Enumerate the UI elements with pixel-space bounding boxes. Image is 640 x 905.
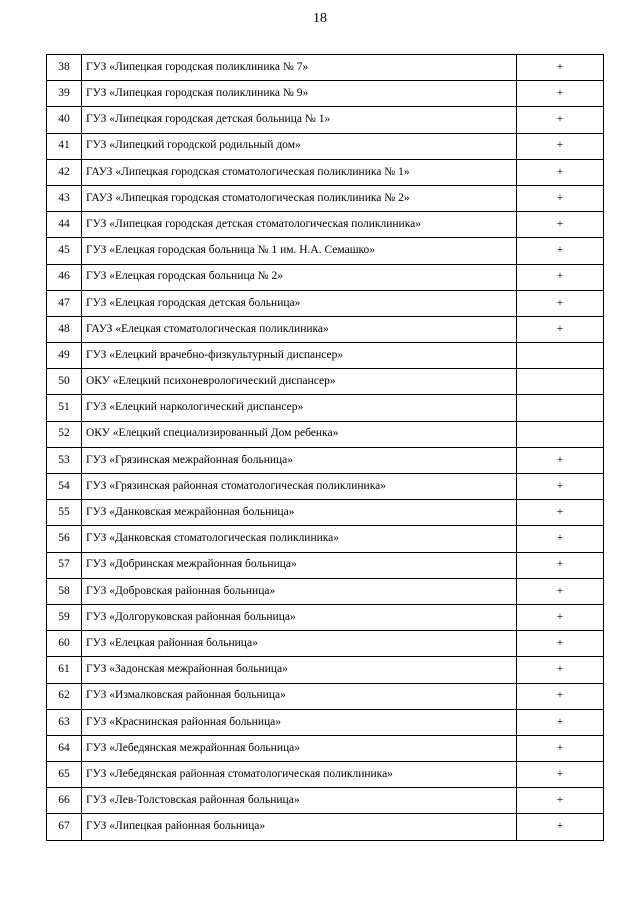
institution-name-cell: ГАУЗ «Липецкая городская стоматологическая поликлиника № 2» bbox=[82, 185, 517, 211]
table-row bbox=[47, 657, 604, 683]
institution-name-cell: ГУЗ «Лебедянская межрайонная больница» bbox=[82, 735, 517, 761]
table-row bbox=[47, 133, 604, 159]
mark-cell: + bbox=[517, 657, 604, 683]
row-number-cell: 65 bbox=[47, 762, 82, 788]
row-number-cell: 59 bbox=[47, 604, 82, 630]
row-number-cell: 44 bbox=[47, 212, 82, 238]
table-row bbox=[47, 212, 604, 238]
row-number-cell: 52 bbox=[47, 421, 82, 447]
institution-name-cell: ГУЗ «Липецкая районная больница» bbox=[82, 814, 517, 840]
institution-name-cell: ГАУЗ «Елецкая стоматологическая поликлиника» bbox=[82, 316, 517, 342]
institution-name-cell: ГУЗ «Измалковская районная больница» bbox=[82, 683, 517, 709]
institution-name-cell: ГАУЗ «Липецкая городская стоматологическая поликлиника № 1» bbox=[82, 159, 517, 185]
row-number-cell: 67 bbox=[47, 814, 82, 840]
institution-name-cell: ГУЗ «Елецкий врачебно-физкультурный диспансер» bbox=[82, 343, 517, 369]
institution-name-cell: ГУЗ «Долгоруковская районная больница» bbox=[82, 604, 517, 630]
table-row bbox=[47, 316, 604, 342]
institutions-table bbox=[46, 54, 604, 841]
institution-name-cell: ОКУ «Елецкий психоневрологический диспансер» bbox=[82, 369, 517, 395]
row-number-cell: 49 bbox=[47, 343, 82, 369]
page-number: 18 bbox=[313, 11, 327, 26]
row-number-cell: 39 bbox=[47, 81, 82, 107]
institution-name-cell: ГУЗ «Грязинская районная стоматологическая поликлиника» bbox=[82, 474, 517, 500]
table-row bbox=[47, 185, 604, 211]
row-number-cell: 60 bbox=[47, 631, 82, 657]
table-row bbox=[47, 107, 604, 133]
mark-cell: + bbox=[517, 709, 604, 735]
institution-name-cell: ГУЗ «Липецкая городская детская стоматологическая поликлиника» bbox=[82, 212, 517, 238]
mark-cell bbox=[517, 343, 604, 369]
table-row bbox=[47, 814, 604, 840]
institution-name-cell: ГУЗ «Лебедянская районная стоматологическая поликлиника» bbox=[82, 762, 517, 788]
institution-name-cell: ОКУ «Елецкий специализированный Дом ребенка» bbox=[82, 421, 517, 447]
row-number-cell: 47 bbox=[47, 290, 82, 316]
row-number-cell: 66 bbox=[47, 788, 82, 814]
row-number-cell: 46 bbox=[47, 264, 82, 290]
row-number-cell: 62 bbox=[47, 683, 82, 709]
table-row bbox=[47, 81, 604, 107]
table-row bbox=[47, 788, 604, 814]
table-row bbox=[47, 526, 604, 552]
table-row bbox=[47, 238, 604, 264]
mark-cell: + bbox=[517, 447, 604, 473]
table-row bbox=[47, 474, 604, 500]
table-row bbox=[47, 55, 604, 81]
row-number-cell: 54 bbox=[47, 474, 82, 500]
mark-cell: + bbox=[517, 683, 604, 709]
institution-name-cell: ГУЗ «Елецкий наркологический диспансер» bbox=[82, 395, 517, 421]
mark-cell bbox=[517, 421, 604, 447]
mark-cell: + bbox=[517, 762, 604, 788]
mark-cell: + bbox=[517, 81, 604, 107]
row-number-cell: 41 bbox=[47, 133, 82, 159]
table-row bbox=[47, 343, 604, 369]
table-row bbox=[47, 290, 604, 316]
row-number-cell: 63 bbox=[47, 709, 82, 735]
row-number-cell: 57 bbox=[47, 552, 82, 578]
table-row bbox=[47, 709, 604, 735]
row-number-cell: 56 bbox=[47, 526, 82, 552]
institution-name-cell: ГУЗ «Липецкий городской родильный дом» bbox=[82, 133, 517, 159]
mark-cell: + bbox=[517, 185, 604, 211]
table-row bbox=[47, 578, 604, 604]
mark-cell bbox=[517, 395, 604, 421]
institution-name-cell: ГУЗ «Липецкая городская поликлиника № 7» bbox=[82, 55, 517, 81]
mark-cell: + bbox=[517, 55, 604, 81]
mark-cell: + bbox=[517, 552, 604, 578]
mark-cell: + bbox=[517, 238, 604, 264]
institution-name-cell: ГУЗ «Данковская межрайонная больница» bbox=[82, 500, 517, 526]
mark-cell: + bbox=[517, 133, 604, 159]
institution-name-cell: ГУЗ «Липецкая городская поликлиника № 9» bbox=[82, 81, 517, 107]
table-row bbox=[47, 395, 604, 421]
row-number-cell: 58 bbox=[47, 578, 82, 604]
table-row bbox=[47, 159, 604, 185]
row-number-cell: 61 bbox=[47, 657, 82, 683]
institution-name-cell: ГУЗ «Елецкая городская больница № 1 им. Н.А. Семашко» bbox=[82, 238, 517, 264]
row-number-cell: 50 bbox=[47, 369, 82, 395]
table-row bbox=[47, 631, 604, 657]
mark-cell bbox=[517, 369, 604, 395]
table-row bbox=[47, 604, 604, 630]
institution-name-cell: ГУЗ «Задонская межрайонная больница» bbox=[82, 657, 517, 683]
row-number-cell: 38 bbox=[47, 55, 82, 81]
institution-name-cell: ГУЗ «Добровская районная больница» bbox=[82, 578, 517, 604]
mark-cell: + bbox=[517, 735, 604, 761]
institution-name-cell: ГУЗ «Данковская стоматологическая поликлиника» bbox=[82, 526, 517, 552]
institution-name-cell: ГУЗ «Грязинская межрайонная больница» bbox=[82, 447, 517, 473]
row-number-cell: 40 bbox=[47, 107, 82, 133]
mark-cell: + bbox=[517, 500, 604, 526]
mark-cell: + bbox=[517, 212, 604, 238]
row-number-cell: 45 bbox=[47, 238, 82, 264]
mark-cell: + bbox=[517, 631, 604, 657]
mark-cell: + bbox=[517, 107, 604, 133]
institution-name-cell: ГУЗ «Елецкая городская больница № 2» bbox=[82, 264, 517, 290]
mark-cell: + bbox=[517, 290, 604, 316]
mark-cell: + bbox=[517, 526, 604, 552]
institution-name-cell: ГУЗ «Елецкая районная больница» bbox=[82, 631, 517, 657]
row-number-cell: 53 bbox=[47, 447, 82, 473]
row-number-cell: 64 bbox=[47, 735, 82, 761]
mark-cell: + bbox=[517, 316, 604, 342]
institution-name-cell: ГУЗ «Лев-Толстовская районная больница» bbox=[82, 788, 517, 814]
table-row bbox=[47, 762, 604, 788]
institution-name-cell: ГУЗ «Липецкая городская детская больница № 1» bbox=[82, 107, 517, 133]
row-number-cell: 42 bbox=[47, 159, 82, 185]
table-row bbox=[47, 421, 604, 447]
table-row bbox=[47, 447, 604, 473]
table-row bbox=[47, 264, 604, 290]
mark-cell: + bbox=[517, 604, 604, 630]
table-row bbox=[47, 500, 604, 526]
row-number-cell: 48 bbox=[47, 316, 82, 342]
table-row bbox=[47, 735, 604, 761]
table-body bbox=[47, 55, 604, 841]
mark-cell: + bbox=[517, 814, 604, 840]
row-number-cell: 43 bbox=[47, 185, 82, 211]
table-row bbox=[47, 683, 604, 709]
mark-cell: + bbox=[517, 159, 604, 185]
row-number-cell: 55 bbox=[47, 500, 82, 526]
row-number-cell: 51 bbox=[47, 395, 82, 421]
table-row bbox=[47, 369, 604, 395]
mark-cell: + bbox=[517, 264, 604, 290]
table-row bbox=[47, 552, 604, 578]
mark-cell: + bbox=[517, 578, 604, 604]
mark-cell: + bbox=[517, 788, 604, 814]
mark-cell: + bbox=[517, 474, 604, 500]
institution-name-cell: ГУЗ «Добринская межрайонная больница» bbox=[82, 552, 517, 578]
institution-name-cell: ГУЗ «Елецкая городская детская больница» bbox=[82, 290, 517, 316]
institution-name-cell: ГУЗ «Краснинская районная больница» bbox=[82, 709, 517, 735]
